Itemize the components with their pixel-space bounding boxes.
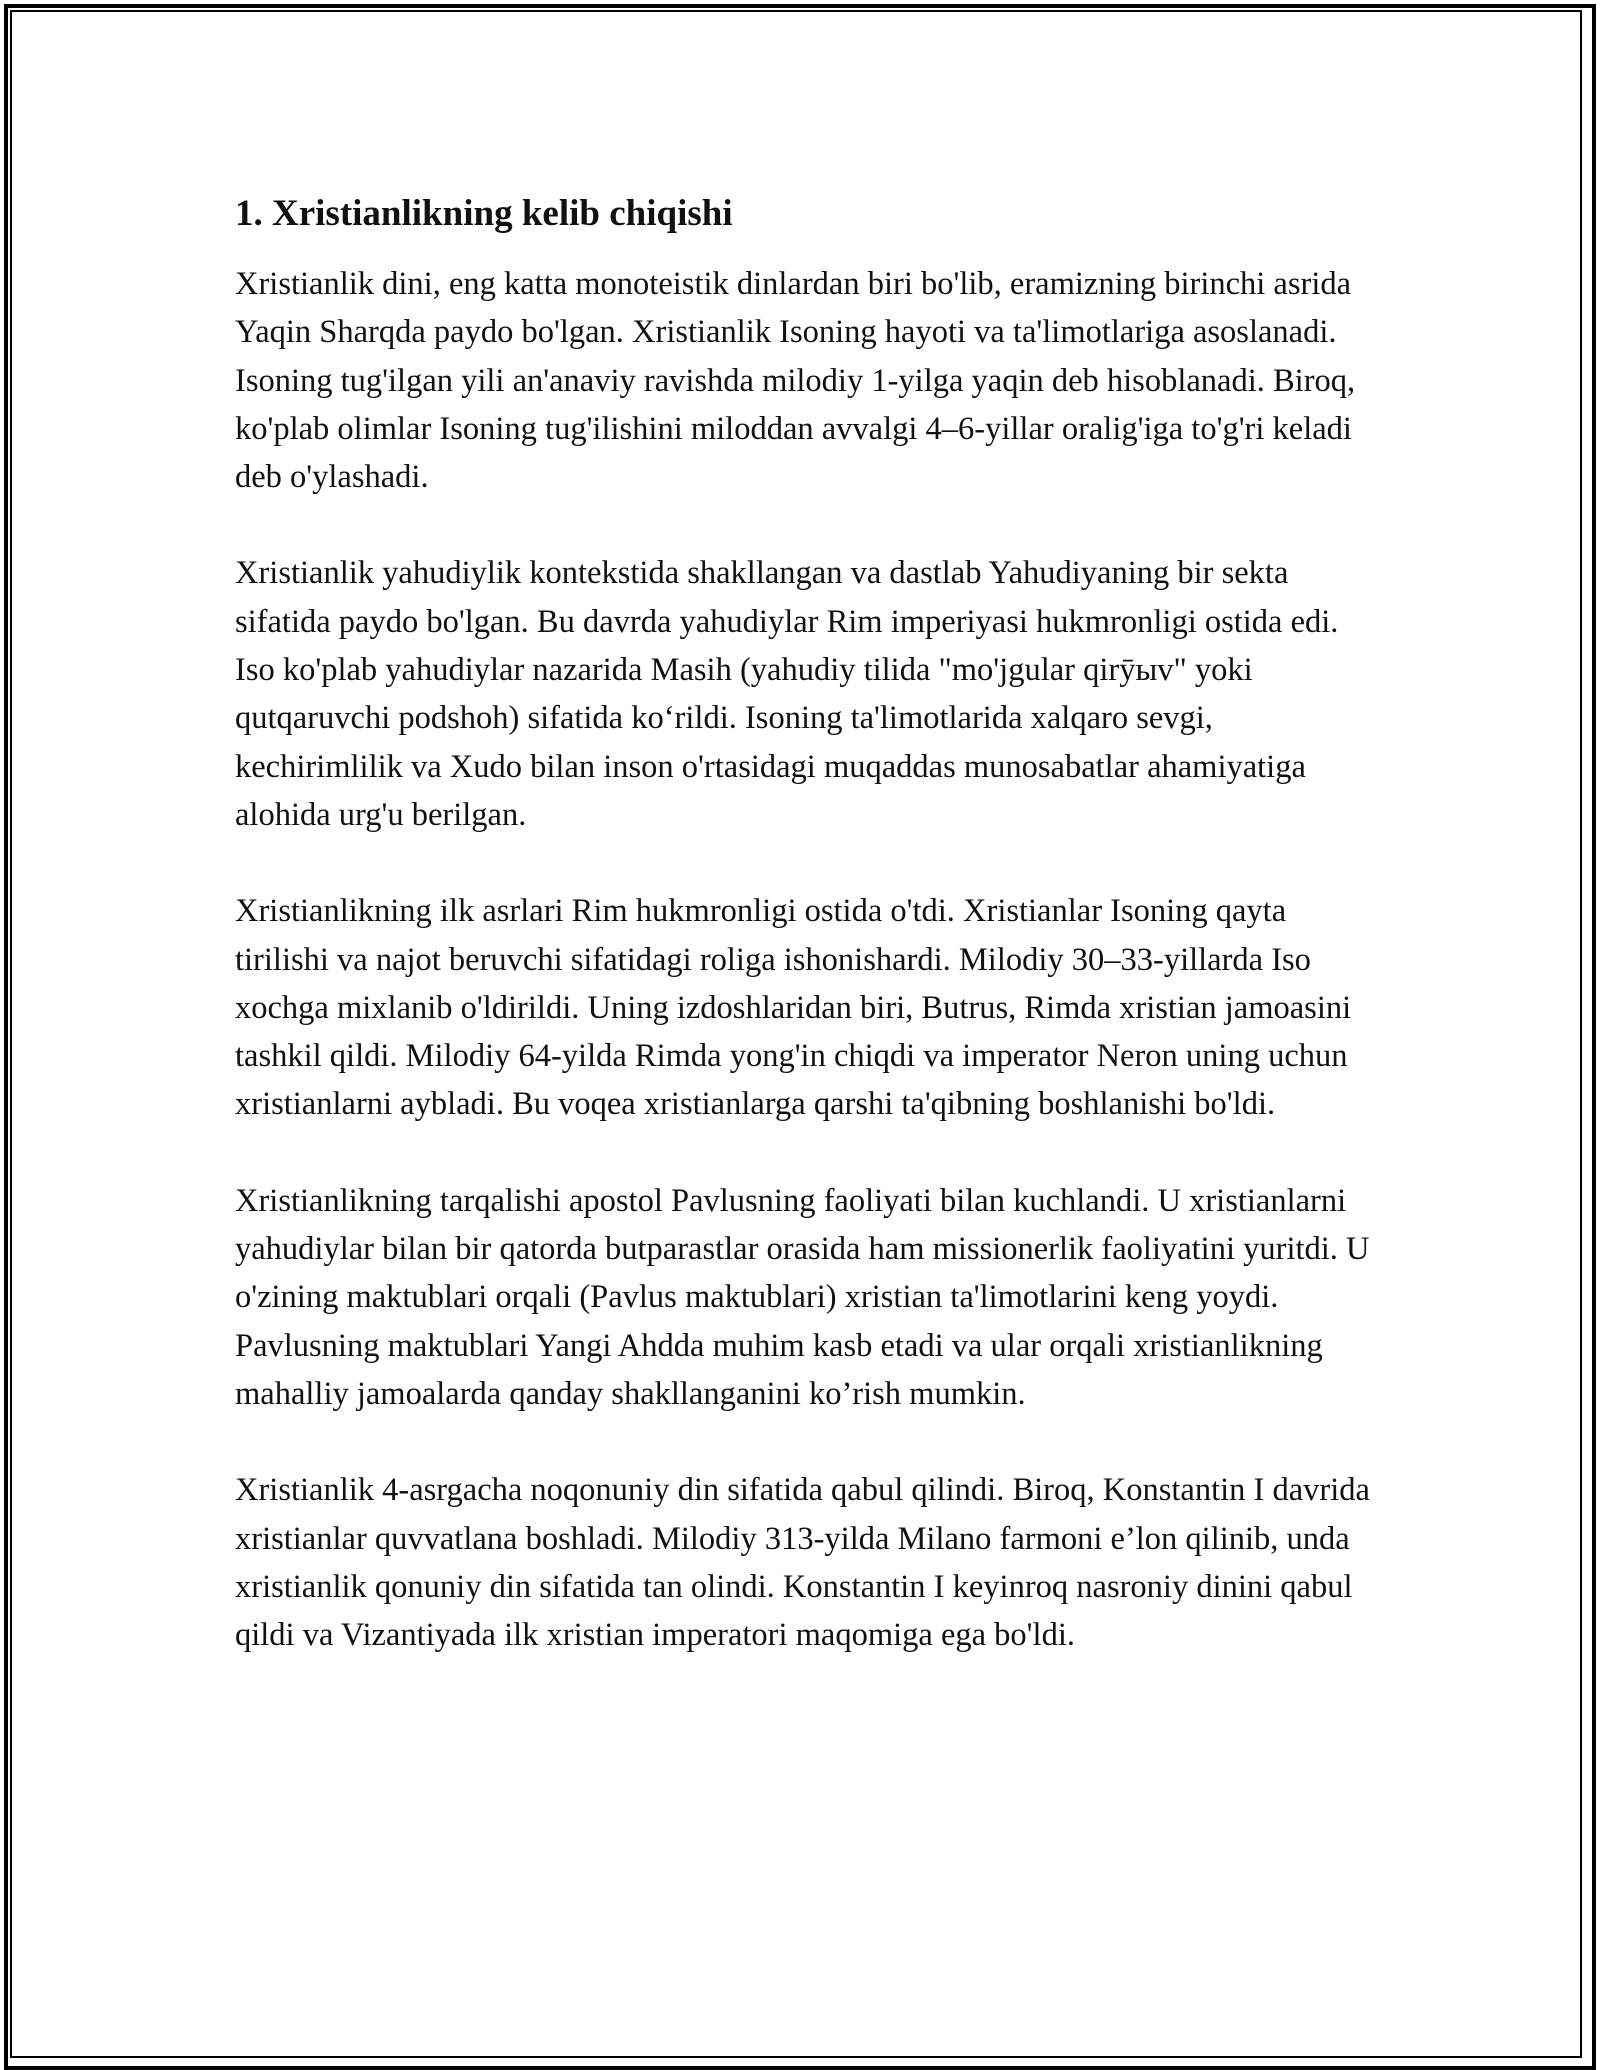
paragraph-3: Xristianlikning ilk asrlari Rim hukmronligi ostida o'tdi. Xristianlar Isoning qayta tirilishi va najot beruvchi sifatidagi roliga ishonishardi. Milodiy 30–33-yillarda Iso xochga mixlanib o'ldirildi. Uning izdoshlaridan biri, Butrus, Rimda xristian jamoasini tashkil qildi. Milodiy 64-yilda Rimda yong'in chiqdi va imperator Neron uning uchun xristianlarni aybladi. Bu voqea xristianlarga qarshi ta'qibning boshlanishi bo'ldi. [235,893,1352,1123]
document-body [235,188,1380,1707]
paragraph-2: Xristianlik yahudiylik kontekstida shakllangan va dastlab Yahudiyaning bir sekta sifatida paydo bo'lgan. Bu davrda yahudiylar Rim imperiyasi hukmronligi ostida edi. Iso ko'plab yahudiylar nazarida Masih (yahudiy tilida "mo'jgular qirӯыv" yoki qutqaruvchi podshoh) sifatida ko‘rildi. Isoning ta'limotlarida xalqaro sevgi, kechirimlilik va Xudo bilan inson o'rtasidagi muqaddas munosabatlar ahamiyatiga alohida urg'u berilgan. [235,555,1339,833]
paragraph-4: Xristianlikning tarqalishi apostol Pavlusning faoliyati bilan kuchlandi. U xristianlarni yahudiylar bilan bir qatorda butparastlar orasida ham missionerlik faoliyatini yuritdi. U o'zining maktublari orqali (Pavlus maktublari) xristian ta'limotlarini keng yoydi. Pavlusning maktublari Yangi Ahdda muhim kasb etadi va ular orqali xristianlikning mahalliy jamoalarda qanday shakllanganini ko’rish mumkin. [235,1182,1370,1412]
section-heading: 1. Xristianlikning kelib chiqishi [235,193,733,234]
paragraph-1: Xristianlik dini, eng katta monoteistik dinlardan biri bo'lib, eramizning birinchi asrida Yaqin Sharqda paydo bo'lgan. Xristianlik Isoning hayoti va ta'limotlariga asoslanadi. Isoning tug'ilgan yili an'anaviy ravishda milodiy 1-yilga yaqin deb hisoblanadi. Biroq, ko'plab olimlar Isoning tug'ilishini miloddan avvalgi 4–6-yillar oralig'iga to'g'ri keladi deb o'ylashadi. [235,266,1356,496]
paragraph-5: Xristianlik 4-asrgacha noqonuniy din sifatida qabul qilindi. Biroq, Konstantin I davrida xristianlar quvvatlana boshladi. Milodiy 313-yilda Milano farmoni e’lon qilinib, unda xristianlik qonuniy din sifatida tan olindi. Konstantin I keyinroq nasroniy dinini qabul qildi va Vizantiyada ilk xristian imperatori maqomiga ega bo'ldi. [235,1472,1370,1654]
